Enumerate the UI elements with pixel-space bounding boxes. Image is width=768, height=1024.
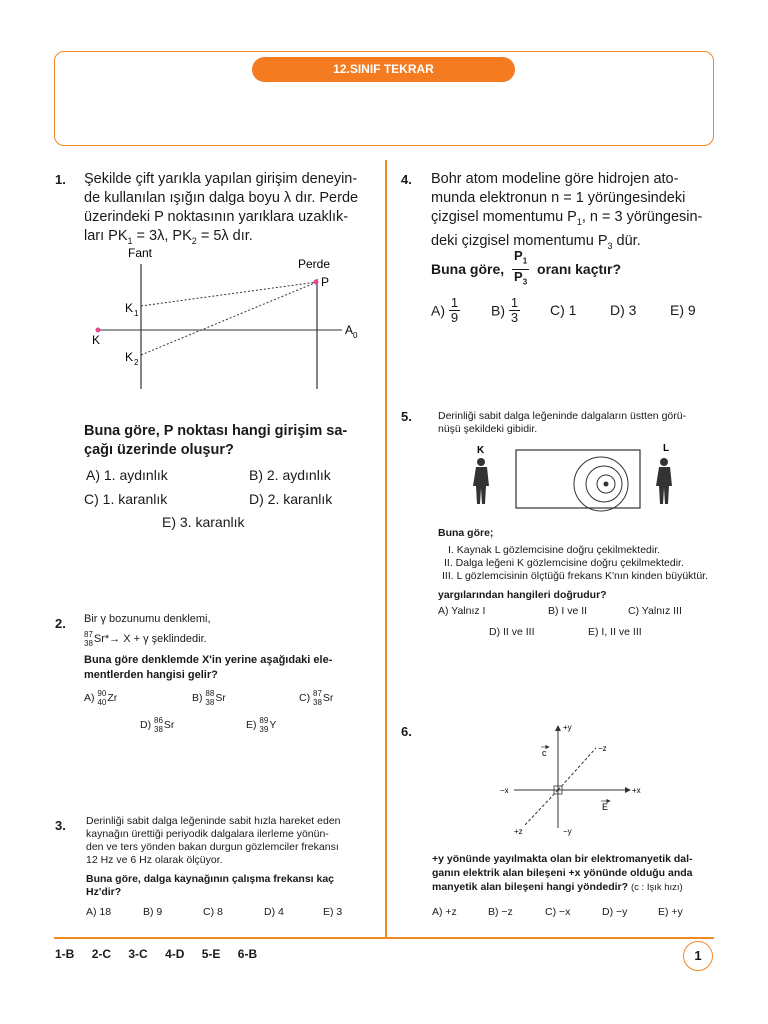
footer-divider — [54, 937, 714, 939]
q1-number: 1. — [55, 172, 66, 187]
q5-statements: I. Kaynak L gözlemcisine doğru çekilmektedir. II. Dalga leğeni K gözlemcisine doğru çekilmektedir. III. L gözlemcisinin ölçtüğü frekans K'nın kinden büyüktür. — [442, 544, 709, 582]
q2-line1: Bir γ bozunumu denklemi, — [84, 613, 211, 625]
perde-label: Perde — [298, 257, 331, 271]
a0-subscript: 0 — [353, 331, 358, 340]
q3-option-a[interactable]: A) 18 — [86, 906, 112, 918]
k2-subscript: 2 — [134, 358, 139, 367]
label-c-vector: c — [542, 748, 547, 758]
q4-option-d[interactable]: D) 3 — [610, 302, 637, 318]
q5-question: yargılarından hangileri doğrudur? — [438, 589, 607, 601]
label-plus-z: +z — [514, 827, 523, 836]
q6-question: +y yönünde yayılmakta olan bir elektromanyetik dal- ganın elektrik alan bileşeni +x yönünde olduğu anda manyetik alan bileşeni hangi yöndedir? (c : Işık hızı) — [432, 853, 693, 893]
q6-option-e[interactable]: E) +y — [658, 906, 683, 918]
q3-option-d[interactable]: D) 4 — [264, 906, 284, 918]
k2-label: K — [125, 350, 134, 364]
k1-label: K — [125, 301, 134, 315]
q4-option-e[interactable]: E) 9 — [670, 302, 696, 318]
label-minus-y: −y — [563, 827, 572, 836]
q6-option-c[interactable]: C) −x — [545, 906, 571, 918]
q5-option-c[interactable]: C) Yalnız III — [628, 605, 682, 617]
axis-minus-z — [558, 748, 596, 790]
q4-ratio: $\frac{P_1}{P_3}$ — [514, 248, 528, 287]
q2-question: Buna göre denklemde X'in yerine aşağıdaki ele- mentlerden hangisi gelir? — [84, 654, 333, 681]
wave-source — [604, 482, 609, 487]
observer-l-label: L — [663, 443, 670, 454]
q2-option-c[interactable]: C) 87 38 Sr — [299, 689, 334, 707]
a0-label: A — [345, 323, 354, 337]
q1-option-e[interactable]: E) 3. karanlık — [162, 514, 245, 530]
q5-text: Derinliği sabit dalga leğeninde dalgaların üstten görü- nüşü şekildeki gibidir. — [438, 410, 687, 435]
point-p-dot — [314, 280, 319, 285]
q4-option-a[interactable]: A) $\frac{1}{9}$ — [431, 295, 459, 325]
q1-question: Buna göre, P noktası hangi girişim sa- çağı üzerinde oluşur? — [84, 423, 348, 458]
q2-equation: 87 38 Sr*→ X + γ şeklindedir. — [84, 630, 207, 648]
answer-3: 3-C — [128, 947, 148, 961]
k1-subscript: 1 — [134, 309, 139, 318]
label-e-vector: E — [602, 802, 609, 812]
observer-l-figure — [656, 458, 672, 504]
wave-tank-figure — [468, 440, 686, 518]
q4-text: Bohr atom modeline göre hidrojen ato- munda elektronun n = 1 yörüngesindeki çizgisel momentumu $P_1$, n = 3 yörüngesin- deki çizgisel momentumu $P_3$ dür. — [431, 171, 703, 251]
observer-k-figure — [473, 458, 489, 504]
label-minus-z: −z — [598, 744, 607, 753]
double-slit-figure — [84, 244, 374, 394]
q1-option-a[interactable]: A) 1. aydınlık — [86, 467, 168, 483]
answer-2: 2-C — [91, 947, 112, 961]
q6-option-d[interactable]: D) −y — [602, 906, 628, 918]
q1-text: Şekilde çift yarıkla yapılan girişim deneyin- de kullanılan ışığın dalga boyu λ dır. Perde üzerindeki P noktasının yarıklara uzaklık- ları $PK_1 = 3\lambda$, $PK_2 = 5\lambda$ dır. — [84, 171, 359, 246]
q2-option-b[interactable]: B) 88 38 Sr — [192, 689, 226, 707]
q3-option-b[interactable]: B) 9 — [143, 906, 163, 918]
answer-4: 4-D — [165, 947, 185, 961]
q4-option-b[interactable]: B) $\frac{1}{3}$ — [491, 295, 519, 325]
wavefront-outer — [574, 457, 628, 511]
q2-number: 2. — [55, 616, 66, 631]
path-k1-p — [141, 282, 317, 306]
axis-plus-z — [524, 790, 558, 826]
answer-key — [55, 947, 271, 961]
label-plus-x: +x — [632, 786, 641, 795]
answer-5: 5-E — [201, 947, 221, 961]
q1-option-d[interactable]: D) 2. karanlık — [249, 491, 333, 507]
q5-option-e[interactable]: E) I, II ve III — [588, 626, 642, 638]
q2-option-a[interactable]: A) 90 40 Zr — [84, 689, 118, 707]
q3-question: Buna göre, dalga kaynağının çalışma frekansı kaç Hz'dir? — [86, 873, 335, 898]
q6-option-a[interactable]: A) +z — [432, 906, 457, 918]
source-k-dot — [96, 328, 101, 333]
answer-6: 6-B — [237, 947, 258, 961]
q4-question: Buna göre, $\frac{P_1}{P_3}$ oranı kaçtır? — [431, 249, 621, 289]
q5-buna: Buna göre; — [438, 527, 494, 539]
q3-option-c[interactable]: C) 8 — [203, 906, 223, 918]
q4-option-c[interactable]: C) 1 — [550, 302, 577, 318]
q3-text: Derinliği sabit dalga leğeninde sabit hızla hareket eden kaynağın ürettiği periyodik dalgalara ilerleme yönün- den ve ters yönden bakan durgun gözlemciler frekansı 12 Hz ve 6 Hz olarak ölçüyor. — [86, 815, 341, 866]
q3-number: 3. — [55, 818, 66, 833]
q6-option-b[interactable]: B) −z — [488, 906, 513, 918]
answer-1: 1-B — [55, 947, 75, 961]
q5-option-b[interactable]: B) I ve II — [548, 605, 588, 617]
label-minus-x: −x — [500, 786, 509, 795]
q5-option-d[interactable]: D) II ve III — [489, 626, 535, 638]
page-title: 12.SINIF TEKRAR — [252, 57, 515, 82]
em-wave-axes-figure — [494, 718, 654, 840]
page-number: 1 — [683, 941, 713, 971]
q6-number: 6. — [401, 724, 412, 739]
path-k2-p — [141, 282, 317, 355]
q1-option-b[interactable]: B) 2. aydınlık — [249, 467, 331, 483]
column-divider — [385, 160, 387, 937]
k-label: K — [92, 333, 101, 347]
p-label: P — [321, 275, 330, 289]
q1-option-c[interactable]: C) 1. karanlık — [84, 491, 168, 507]
q2-option-d[interactable]: D) 86 38 Sr — [140, 716, 175, 734]
q2-option-e[interactable]: E) 89 39 Y — [246, 716, 277, 734]
fant-label: Fant — [128, 246, 153, 260]
q4-number: 4. — [401, 172, 412, 187]
q3-option-e[interactable]: E) 3 — [323, 906, 343, 918]
q5-option-a[interactable]: A) Yalnız I — [438, 605, 486, 617]
observer-k-label: K — [477, 445, 485, 456]
q5-number: 5. — [401, 409, 412, 424]
label-plus-y: +y — [563, 723, 572, 732]
